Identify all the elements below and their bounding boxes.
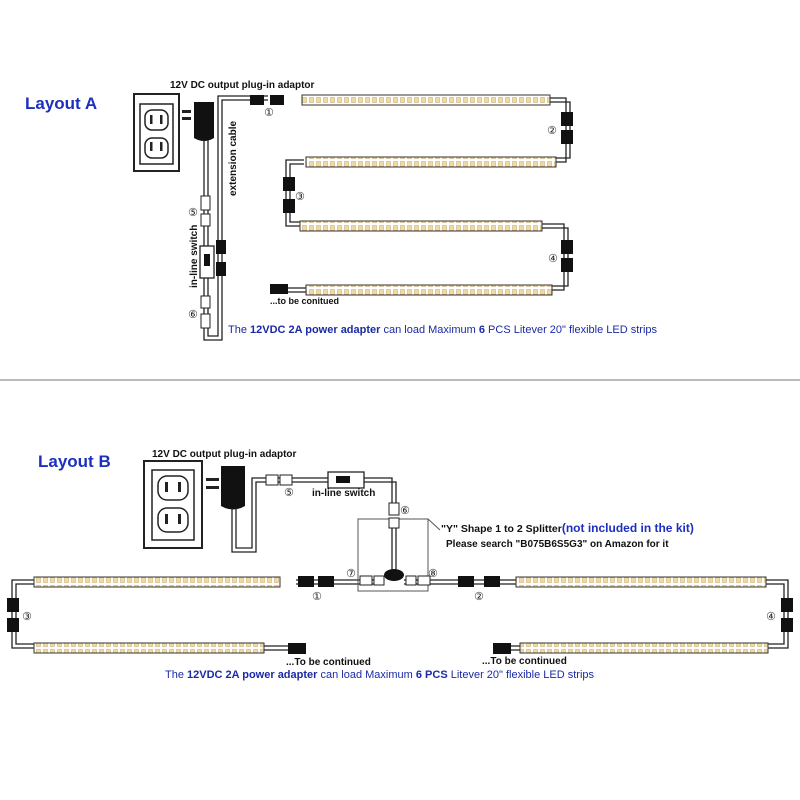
note-b-b1: 12VDC 2A power adapter [187, 669, 318, 681]
led-strip-icon [516, 577, 766, 587]
inline-switch-icon [328, 472, 364, 488]
connector-icon [781, 618, 793, 632]
connector-icon [406, 576, 416, 585]
connector-icon [360, 576, 372, 585]
marker-6: ⑥ [400, 504, 410, 517]
connector-icon [561, 112, 573, 126]
note-a-mid1: can load Maximum [380, 324, 479, 336]
connector-icon [283, 177, 295, 191]
marker-4: ④ [766, 610, 776, 623]
wall-outlet-icon [144, 461, 202, 548]
splitter-label [441, 521, 694, 535]
connector-icon [7, 618, 19, 632]
connector-icon [270, 95, 284, 105]
layout-a-strips [300, 95, 556, 295]
layout-b [7, 449, 793, 668]
marker-2: ② [547, 124, 557, 137]
connector-icon [318, 576, 334, 587]
connector-icon [389, 518, 399, 528]
inline-switch-icon [200, 246, 214, 278]
marker-1: ① [312, 590, 322, 603]
layout-b-title: Layout B [38, 452, 111, 471]
layout-b-continue-left: ...To be continued [286, 657, 371, 668]
connector-icon [781, 598, 793, 612]
marker-1: ① [264, 106, 274, 119]
marker-3: ③ [295, 190, 305, 203]
connector-icon [484, 576, 500, 587]
y-splitter-icon [384, 569, 404, 581]
layout-a-wires [204, 96, 570, 340]
connector-icon [201, 196, 210, 210]
layout-a-note [228, 324, 657, 336]
led-strip-icon [34, 643, 264, 653]
connector-icon [493, 643, 511, 654]
layout-a-switch-label: in-line switch [189, 224, 200, 288]
marker-5: ⑤ [284, 486, 294, 499]
marker-5: ⑤ [188, 206, 198, 219]
layout-b-continue-right: ...To be continued [482, 656, 567, 667]
connector-icon [216, 262, 226, 276]
layout-a-adaptor-label: 12V DC output plug-in adaptor [170, 80, 315, 91]
connector-icon [458, 576, 474, 587]
layout-a-extension-label: extension cable [228, 120, 239, 196]
note-a-post: PCS Litever 20" flexible LED strips [485, 324, 658, 336]
connector-icon [288, 643, 306, 654]
led-strip-icon [306, 157, 556, 167]
led-strip-icon [520, 643, 768, 653]
wall-outlet-icon [134, 94, 179, 171]
connector-icon [283, 199, 295, 213]
marker-3: ③ [22, 610, 32, 623]
connector-icon [389, 503, 399, 515]
connector-icon [561, 240, 573, 254]
note-b-mid1: can load Maximum [317, 669, 416, 681]
power-adaptor-icon [182, 102, 214, 141]
connector-icon [270, 284, 288, 294]
connector-icon [266, 475, 278, 485]
splitter-label-text: "Y" Shape 1 to 2 Splitter [441, 523, 562, 535]
note-a-pre: The [228, 324, 251, 336]
layout-b-note [165, 669, 594, 681]
led-strip-icon [300, 221, 542, 231]
note-a-b2: 6 [478, 324, 485, 336]
connector-icon [201, 296, 210, 308]
connector-icon [561, 130, 573, 144]
connector-icon [250, 95, 264, 105]
marker-4: ④ [548, 252, 558, 265]
note-b-pre: The [165, 669, 188, 681]
connector-icon [298, 576, 314, 587]
connector-icon [201, 314, 210, 328]
connector-icon [561, 258, 573, 272]
marker-8: ⑧ [428, 567, 438, 580]
connector-icon [216, 240, 226, 254]
marker-6: ⑥ [188, 308, 198, 321]
layout-b-strips [34, 577, 768, 653]
note-b-b2: 6 PCS [415, 669, 448, 681]
marker-7: ⑦ [346, 567, 356, 580]
layout-a-title: Layout A [25, 94, 98, 113]
layout-b-connectors [7, 576, 793, 654]
led-strip-icon [302, 95, 550, 105]
layout-a-continue-label: ...to be conitued [270, 296, 339, 306]
connector-icon [201, 214, 210, 226]
splitter-search-label: Please search "B075B6S5G3" on Amazon for it [446, 539, 669, 550]
connector-icon [7, 598, 19, 612]
layout-a-connectors [216, 95, 573, 294]
connector-icon [374, 576, 384, 585]
connector-icon [280, 475, 292, 485]
layout-b-switch-label: in-line switch [312, 488, 376, 499]
splitter-label-highlight: (not included in the kit) [561, 521, 694, 535]
marker-2: ② [474, 590, 484, 603]
power-adaptor-icon [206, 466, 245, 510]
led-strip-icon [34, 577, 280, 587]
note-b-post: Litever 20" flexible LED strips [447, 669, 595, 681]
layout-a [25, 80, 573, 340]
note-a-b1: 12VDC 2A power adapter [250, 324, 381, 336]
layout-b-adaptor-label: 12V DC output plug-in adaptor [152, 449, 297, 460]
led-strip-icon [306, 285, 552, 295]
